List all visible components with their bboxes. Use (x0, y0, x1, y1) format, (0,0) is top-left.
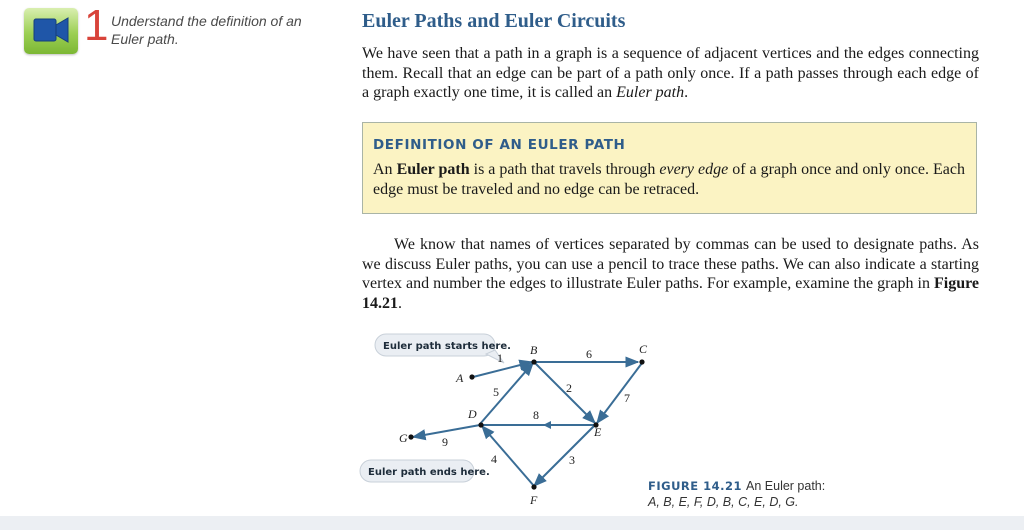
edge-b-e (534, 362, 595, 423)
edge-number-8: 8 (533, 408, 539, 422)
callout-start-text: Euler path starts here. (383, 341, 511, 352)
vertex-g (408, 434, 413, 439)
vertex-label-g: G (399, 431, 408, 445)
edge-e-d-arrow (543, 421, 551, 429)
callout-end (360, 460, 490, 482)
definition-term: Euler path (396, 161, 470, 178)
intro-text: We have seen that a path in a graph is a sequence of adjacent vertices and the edges connecting them. Recall that an edge can be part of a path only once. If a path passes through each edge of a graph exactly one time, it is called an (362, 45, 979, 101)
edge-number-5: 5 (493, 385, 499, 399)
figure-path: A, B, E, F, D, B, C, E, D, G. (648, 495, 799, 509)
edge-number-7: 7 (624, 391, 630, 405)
body-end: . (398, 294, 402, 312)
vertex-c (639, 359, 644, 364)
section-title: Euler Paths and Euler Circuits (362, 10, 626, 32)
figure-label: FIGURE 14.21 (648, 479, 743, 493)
vertex-label-c: C (639, 342, 648, 356)
vertex-d (478, 422, 483, 427)
vertex-label-d: D (468, 407, 477, 421)
figure-title: An Euler path: (746, 479, 826, 493)
figure-reference[interactable]: Figure 14.21 (362, 275, 979, 312)
edge-f-d (482, 426, 534, 486)
body-paragraph (362, 235, 979, 313)
definition-text-3: of a graph once and only once. Each edge must be traveled and no edge can be retraced. (373, 161, 965, 198)
figure-caption (648, 478, 948, 510)
intro-paragraph (362, 44, 979, 103)
definition-body (373, 160, 966, 199)
edge-e-f (534, 425, 595, 486)
video-icon[interactable] (24, 8, 78, 54)
body-text: We know that names of vertices separated by commas can be used to designate paths. As we discuss Euler paths, you can use a pencil to trace these paths. We can also indicate a starting vertex and number the edges to illustrate Euler paths. For example, examine the graph in (362, 236, 979, 292)
edge-c-e (597, 363, 642, 423)
edge-number-2: 2 (566, 381, 572, 395)
callout-start (375, 334, 511, 363)
vertex-f (531, 484, 536, 489)
vertex-b (531, 359, 536, 364)
definition-text-2: is a path that travels through (469, 161, 660, 178)
euler-graph-figure (358, 330, 658, 516)
vertex-label-a: A (456, 371, 464, 385)
vertex-label-b: B (530, 343, 538, 357)
vertex-label-e: E (594, 425, 602, 439)
bottom-band (0, 516, 1024, 530)
objective-number: 1 (84, 1, 109, 50)
edge-number-4: 4 (491, 452, 497, 466)
intro-end: . (684, 84, 689, 101)
callout-end-text: Euler path ends here. (368, 467, 490, 478)
edge-d-b (480, 363, 533, 424)
vertex-a (469, 374, 474, 379)
edge-number-6: 6 (586, 347, 592, 361)
edge-number-3: 3 (569, 453, 575, 467)
definition-text-1: An (373, 161, 397, 178)
objective-text: Understand the definition of an Euler path. (111, 13, 302, 47)
edge-number-9: 9 (442, 435, 448, 449)
intro-term: Euler path (616, 84, 685, 101)
definition-emphasis: every edge (659, 161, 729, 178)
definition-title: DEFINITION OF AN EULER PATH (373, 137, 626, 153)
definition-box (362, 122, 977, 214)
vertex-label-f: F (530, 493, 538, 507)
edge-number-1: 1 (497, 351, 503, 365)
